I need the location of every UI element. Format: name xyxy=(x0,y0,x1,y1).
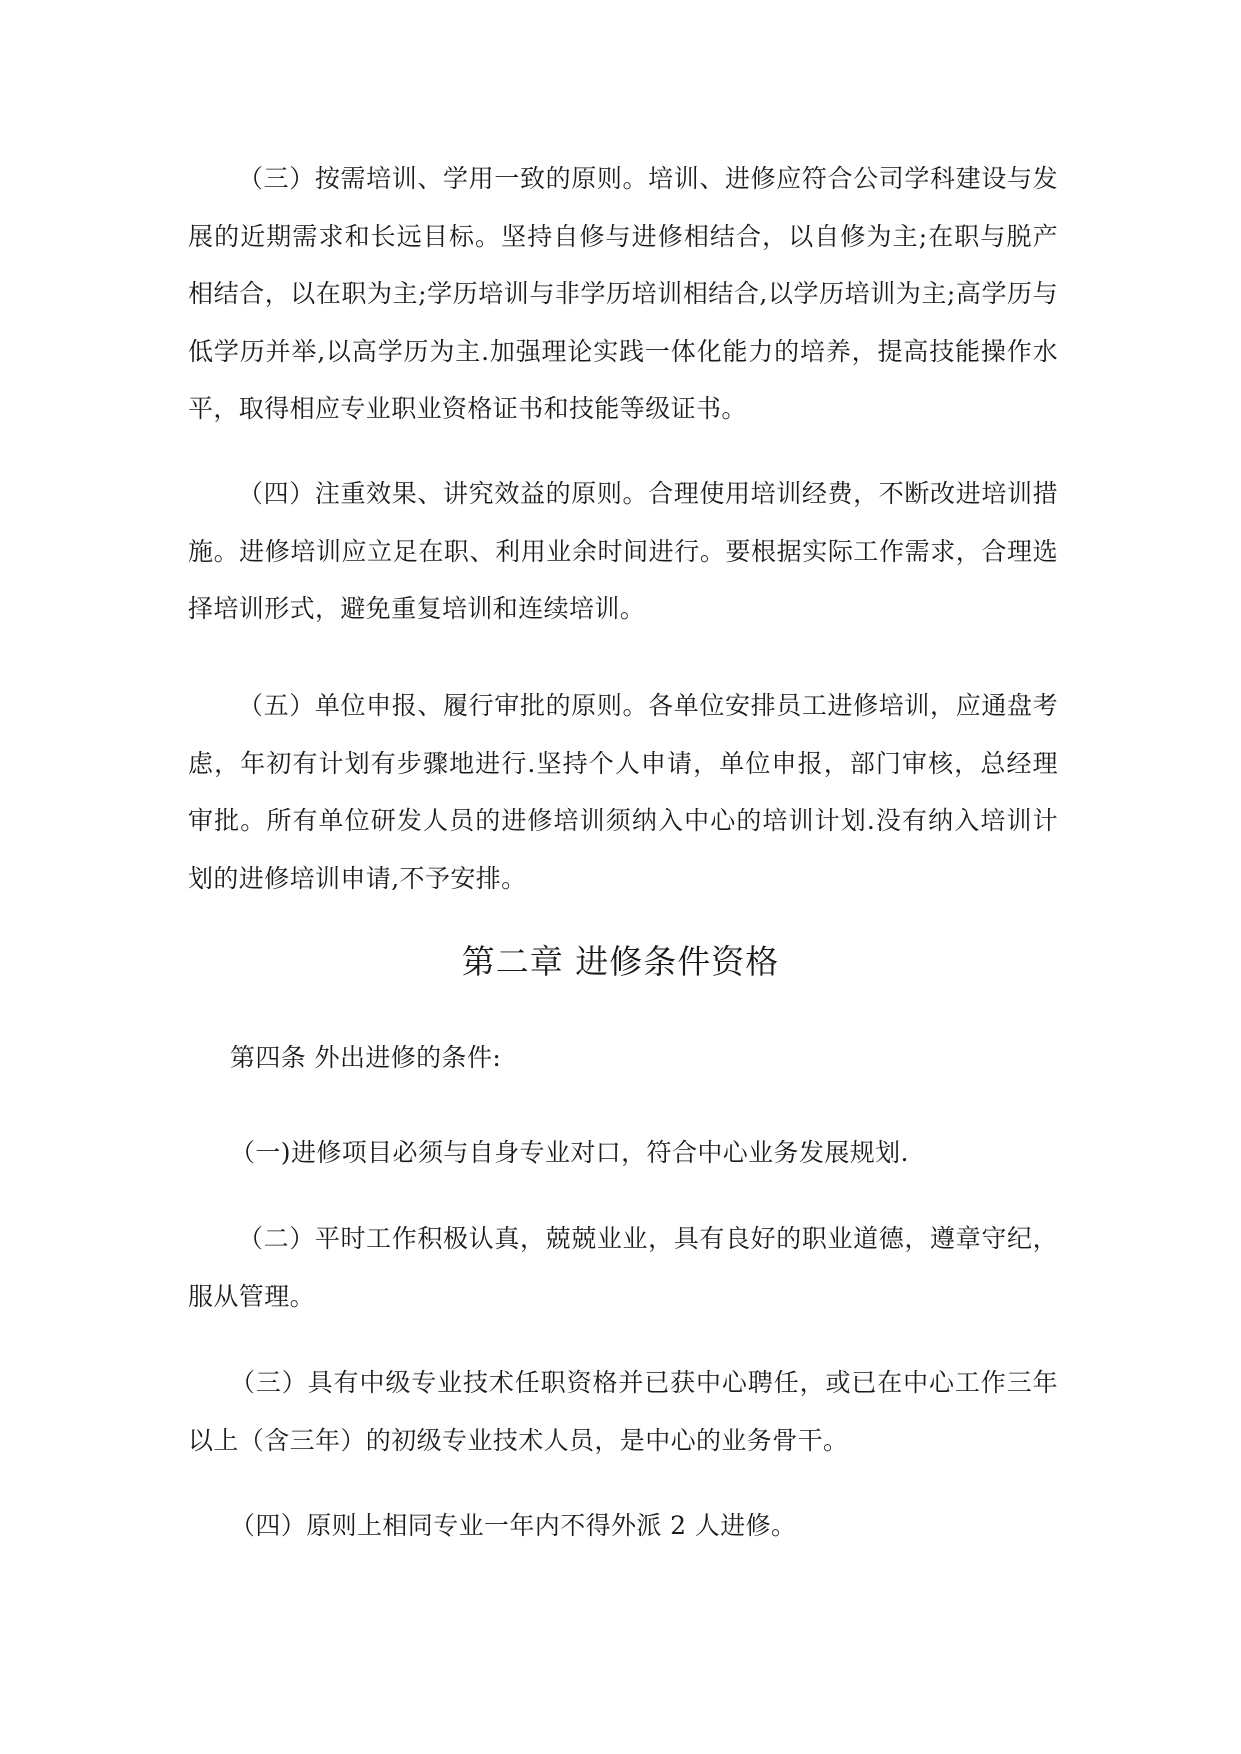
principle-5-paragraph: （五）单位申报、履行审批的原则。各单位安排员工进修培训，应通盘考虑，年初有计划有步骤地进行.坚持个人申请，单位申报，部门审核，总经理审批。所有单位研发人员的进修培训须纳入中心的培训计划.没有纳入培训计划的进修培训申请,不予安排。 xyxy=(188,691,1058,893)
principle-4-paragraph: （四）注重效果、讲究效益的原则。合理使用培训经费，不断改进培训措施。进修培训应立足在职、利用业余时间进行。要根据实际工作需求，合理选择培训形式，避免重复培训和连续培训。 xyxy=(188,479,1058,623)
condition-item-4: （四）原则上相同专业一年内不得外派 2 人进修。 xyxy=(230,1511,797,1540)
chapter-title: 第二章 进修条件资格 xyxy=(461,942,780,981)
condition-item-1: （一)进修项目必须与自身专业对口，符合中心业务发展规划. xyxy=(230,1138,909,1167)
condition-item-2: （二）平时工作积极认真，兢兢业业，具有良好的职业道德，遵章守纪，服从管理。 xyxy=(188,1224,1058,1311)
article-4-heading: 第四条 外出进修的条件: xyxy=(230,1043,502,1072)
principle-3-paragraph: （三）按需培训、学用一致的原则。培训、进修应符合公司学科建设与发展的近期需求和长远目标。坚持自修与进修相结合，以自修为主;在职与脱产相结合，以在职为主;学历培训与非学历培训相结合,以学历培训为主;高学历与低学历并举,以高学历为主.加强理论实践一体化能力的培养，提高技能操作水平，取得相应专业职业资格证书和技能等级证书。 xyxy=(188,164,1058,423)
condition-item-3: （三）具有中级专业技术任职资格并已获中心聘任，或已在中心工作三年以上（含三年）的初级专业技术人员，是中心的业务骨干。 xyxy=(188,1368,1058,1455)
